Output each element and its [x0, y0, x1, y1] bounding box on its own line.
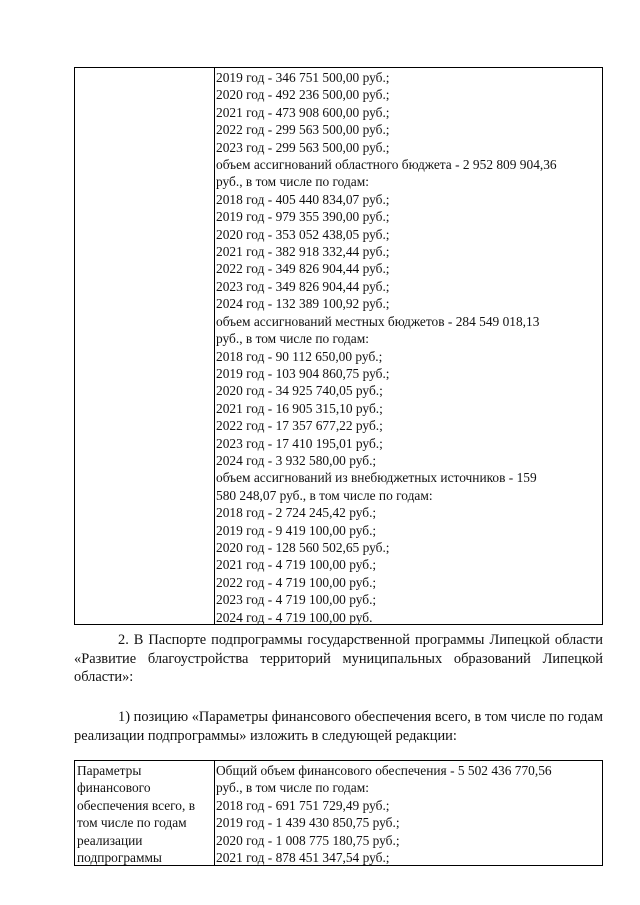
text-line: 2019 год - 979 355 390,00 руб.;	[216, 209, 390, 225]
paragraph-subprogram-passport	[74, 631, 603, 687]
text-line: финансового	[77, 780, 151, 796]
text-line: 2020 год - 353 052 438,05 руб.;	[216, 226, 390, 242]
text-line: 2023 год - 299 563 500,00 руб.;	[216, 139, 390, 155]
text-line: Параметры	[77, 763, 142, 778]
column-divider	[214, 761, 215, 865]
paragraph-text: 1) позицию «Параметры финансового обеспечения всего, в том числе по годам реализации подпрограммы» изложить в следующей редакции:	[74, 709, 603, 744]
text-line: объем ассигнований местных бюджетов - 284 549 018,13	[216, 313, 540, 329]
text-line: 2020 год - 34 925 740,05 руб.;	[216, 383, 383, 399]
text-line: 2018 год - 90 112 650,00 руб.;	[216, 348, 383, 364]
text-line: 2022 год - 4 719 100,00 руб.;	[216, 574, 377, 590]
text-line: 2019 год - 103 904 860,75 руб.;	[216, 365, 390, 381]
text-line: Общий объем финансового обеспечения - 5 502 436 770,56	[216, 763, 552, 778]
text-line: обеспечения всего, в	[77, 797, 196, 813]
financing-details-column	[216, 69, 599, 626]
text-line: подпрограммы	[77, 850, 162, 866]
financing-table-continued	[74, 67, 603, 625]
text-line: 2023 год - 4 719 100,00 руб.;	[216, 592, 377, 608]
text-line: 2021 год - 473 908 600,00 руб.;	[216, 104, 390, 120]
text-line: руб., в том числе по годам:	[216, 331, 369, 347]
text-line: 2024 год - 4 719 100,00 руб.	[216, 609, 373, 625]
text-line: 2023 год - 17 410 195,01 руб.;	[216, 435, 383, 451]
parameter-label-column	[77, 762, 213, 866]
text-line: 2018 год - 691 751 729,49 руб.;	[216, 797, 390, 813]
text-line: 2021 год - 382 918 332,44 руб.;	[216, 244, 390, 260]
text-line: 2019 год - 346 751 500,00 руб.;	[216, 70, 390, 85]
text-line: 2023 год - 349 826 904,44 руб.;	[216, 278, 390, 294]
text-line: 2019 год - 9 419 100,00 руб.;	[216, 522, 377, 538]
paragraph-position-change	[74, 708, 603, 745]
text-line: том числе по годам	[77, 815, 187, 831]
text-line: объем ассигнований областного бюджета - 2 952 809 904,36	[216, 157, 557, 173]
text-line: 2020 год - 492 236 500,00 руб.;	[216, 87, 390, 103]
text-line: 2019 год - 1 439 430 850,75 руб.;	[216, 815, 400, 831]
text-line: реализации	[77, 832, 143, 848]
text-line: 2024 год - 132 389 100,92 руб.;	[216, 296, 390, 312]
column-divider	[214, 68, 215, 624]
paragraph-text: 2. В Паспорте подпрограммы государственной программы Липецкой области «Развитие благоустройства территорий муниципальных образований Липецкой области»:	[74, 632, 603, 685]
text-line: 2018 год - 2 724 245,42 руб.;	[216, 505, 377, 521]
text-line: 2018 год - 405 440 834,07 руб.;	[216, 191, 390, 207]
text-line: объем ассигнований из внебюджетных источников - 159	[216, 470, 537, 486]
financing-parameters-table	[74, 760, 603, 866]
text-line: 2022 год - 349 826 904,44 руб.;	[216, 261, 390, 277]
text-line: руб., в том числе по годам:	[216, 780, 369, 796]
text-line: 2022 год - 299 563 500,00 руб.;	[216, 122, 390, 138]
text-line: 2021 год - 878 451 347,54 руб.;	[216, 850, 390, 866]
text-line: 2021 год - 4 719 100,00 руб.;	[216, 557, 377, 573]
financing-details-column	[216, 762, 599, 866]
text-line: руб., в том числе по годам:	[216, 174, 369, 190]
text-line: 580 248,07 руб., в том числе по годам:	[216, 487, 433, 503]
text-line: 2020 год - 1 008 775 180,75 руб.;	[216, 832, 400, 848]
text-line: 2020 год - 128 560 502,65 руб.;	[216, 539, 390, 555]
text-line: 2022 год - 17 357 677,22 руб.;	[216, 418, 383, 434]
text-line: 2024 год - 3 932 580,00 руб.;	[216, 452, 377, 468]
text-line: 2021 год - 16 905 315,10 руб.;	[216, 400, 383, 416]
